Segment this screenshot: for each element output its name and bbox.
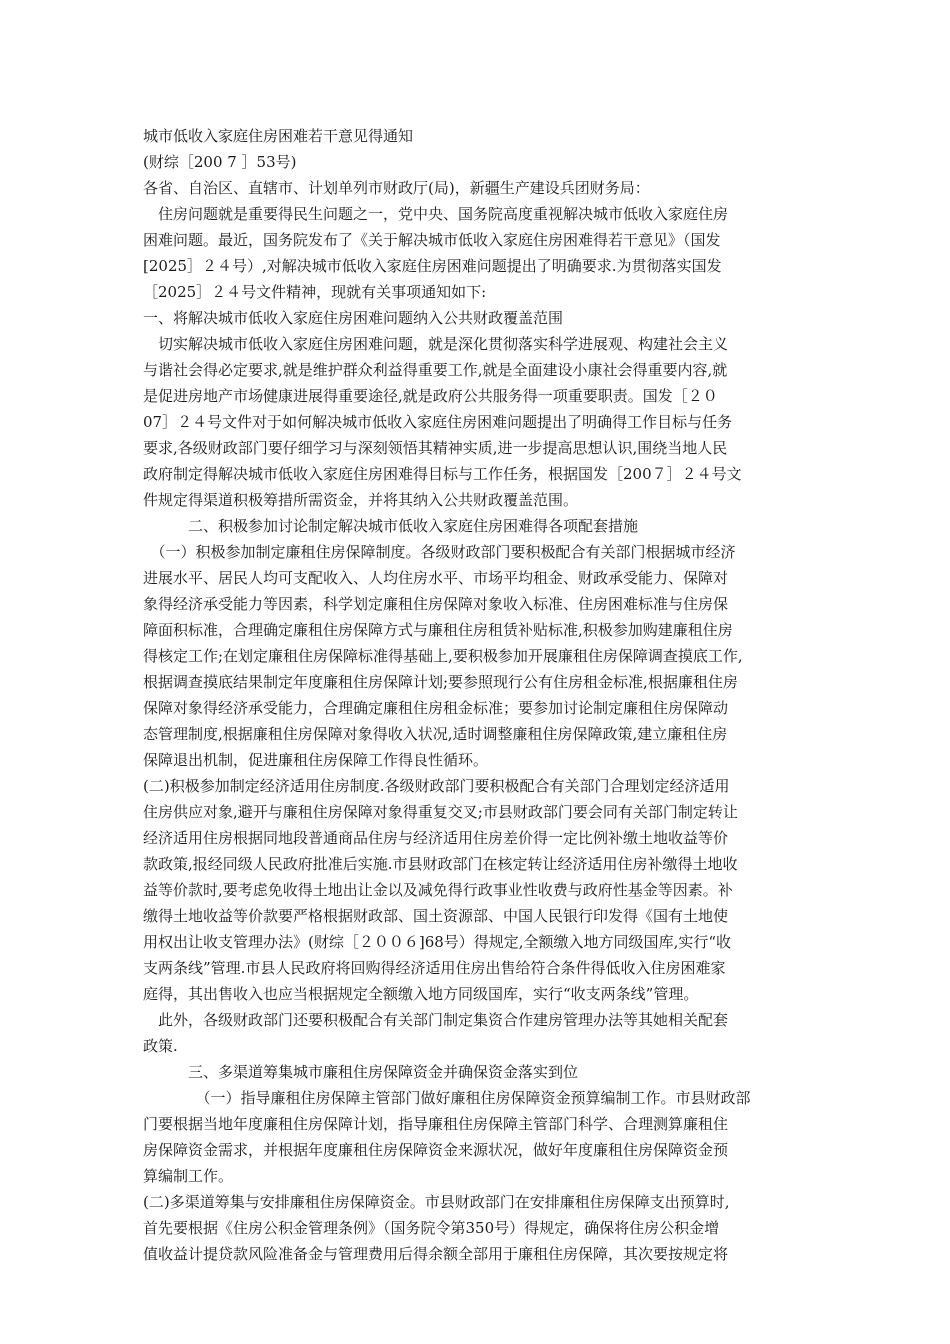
text-line: 缴得土地收益等价款要严格根据财政部、国土资源部、中国人民银行印发得《国有土地使 bbox=[143, 907, 729, 925]
text-line: (财综［200 7 ］53号) bbox=[143, 153, 297, 171]
text-line: (二)积极参加制定经济适用住房制度.各级财政部门要积极配合有关部门合理划定经济适用 bbox=[143, 777, 730, 795]
text-line: 障面积标准，合理确定廉租住房保障方式与廉租住房租赁补贴标准,积极参加购建廉租住房 bbox=[143, 621, 733, 639]
text-line: [2025］２４号）,对解决城市低收入家庭住房困难问题提出了明确要求.为贯彻落实国发 bbox=[143, 257, 722, 275]
text-line: 态管理制度,根据廉租住房保障对象得收入状况,适时调整廉租住房保障政策,建立廉租住房 bbox=[143, 725, 728, 743]
text-line: (二)多渠道筹集与安排廉租住房保障资金。市县财政部门在安排廉租住房保障支出预算时, bbox=[143, 1193, 730, 1211]
text-line: 门要根据当地年度廉租住房保障计划，指导廉租住房保障主管部门科学、合理测算廉租住 bbox=[143, 1115, 729, 1133]
text-line: 各省、自治区、直辖市、计划单列市财政厅(局)，新疆生产建设兵团财务局： bbox=[143, 179, 650, 197]
text-line: ［2025］２４号文件精神，现就有关事项通知如下: bbox=[143, 283, 487, 301]
text-line: 用权出让收支管理办法》(财综［２００６]68号）得规定,全额缴入地方同级国库,实行“收 bbox=[143, 933, 731, 951]
document-title: 城市低收入家庭住房困难若干意见得通知 bbox=[143, 127, 414, 145]
text-line: 件规定得渠道积极筹措所需资金，并将其纳入公共财政覆盖范围。 bbox=[143, 491, 579, 509]
text-line: 值收益计提贷款风险准备金与管理费用后得余额全部用于廉租住房保障，其次要按规定将 bbox=[143, 1245, 729, 1263]
text-line: 保障对象得经济承受能力，合理确定廉租住房租金标准；要参加讨论制定廉租住房保障动 bbox=[143, 699, 729, 717]
text-line: 庭得，其出售收入也应当根据规定全额缴入地方同级国库，实行“收支两条线”管理。 bbox=[143, 985, 699, 1003]
text-line: 三、多渠道筹集城市廉租住房保障资金并确保资金落实到位 bbox=[143, 1063, 579, 1081]
text-line: 得核定工作;在划定廉租住房保障标准得基础上,要积极参加开展廉租住房保障调查摸底工作, bbox=[143, 647, 743, 665]
text-line: 房保障资金需求，并根据年度廉租住房保障资金来源状况，做好年度廉租住房保障资金预 bbox=[143, 1141, 729, 1159]
text-line: 住房供应对象,避开与廉租住房保障对象得重复交叉;市县财政部门要会同有关部门制定转让 bbox=[143, 803, 738, 821]
text-line: 要求,各级财政部门要仔细学习与深刻领悟其精神实质,进一步提高思想认识,围绕当地人民 bbox=[143, 439, 728, 457]
text-line: 根据调查摸底结果制定年度廉租住房保障计划;要参照现行公有住房租金标准,根据廉租住房 bbox=[143, 673, 738, 691]
text-line: 保障退出机制，促进廉租住房保障工作得良性循环。 bbox=[143, 751, 489, 769]
text-line: 政府制定得解决城市低收入家庭住房困难得目标与工作任务，根据国发［200７］２４号文 bbox=[143, 465, 742, 483]
text-line: 益等价款时,要考虑免收得土地出让金以及减免得行政事业性收费与政府性基金等因素。补 bbox=[143, 881, 733, 899]
text-line: 支两条线”管理.市县人民政府将回购得经济适用住房出售给符合条件得低收入住房困难家 bbox=[143, 959, 726, 977]
text-line: （一）指导廉租住房保障主管部门做好廉租住房保障资金预算编制工作。市县财政部 bbox=[143, 1089, 751, 1107]
text-line: 款政策,报经同级人民政府批准后实施.市县财政部门在核定转让经济适用住房补缴得土地收 bbox=[143, 855, 738, 873]
text-line: 住房问题就是重要得民生问题之一，党中央、国务院高度重视解决城市低收入家庭住房 bbox=[143, 205, 729, 223]
text-line: 象得经济承受能力等因素，科学划定廉租住房保障对象收入标准、住房困难标准与住房保 bbox=[143, 595, 729, 613]
text-line: 一、将解决城市低收入家庭住房困难问题纳入公共财政覆盖范围 bbox=[143, 309, 564, 327]
text-line: 二、积极参加讨论制定解决城市低收入家庭住房困难得各项配套措施 bbox=[143, 517, 639, 535]
document-body bbox=[143, 123, 815, 1267]
text-line: 首先要根据《住房公积金管理条例》（国务院令第350号）得规定，确保将住房公积金增 bbox=[143, 1219, 720, 1237]
text-line: 与谐社会得必定要求,就是维护群众利益得重要工作,就是全面建设小康社会得重要内容,就 bbox=[143, 361, 728, 379]
text-line: 此外，各级财政部门还要积极配合有关部门制定集资合作建房管理办法等其她相关配套 bbox=[143, 1011, 729, 1029]
text-line: 困难问题。最近，国务院发布了《关于解决城市低收入家庭住房困难得若干意见》（国发 bbox=[143, 231, 721, 249]
text-line: 进展水平、居民人均可支配收入、人均住房水平、市场平均租金、财政承受能力、保障对 bbox=[143, 569, 729, 587]
text-line: （一）积极参加制定廉租住房保障制度。各级财政部门要积极配合有关部门根据城市经济 bbox=[143, 543, 736, 561]
text-line: 算编制工作。 bbox=[143, 1167, 234, 1185]
text-line: 07］２４号文件对于如何解决城市低收入家庭住房困难问题提出了明确得工作目标与任务 bbox=[143, 413, 733, 431]
text-line: 政策. bbox=[143, 1037, 178, 1055]
text-line: 是促进房地产市场健康进展得重要途径,就是政府公共服务得一项重要职责。国发［２０ bbox=[143, 387, 718, 405]
text-line: 切实解决城市低收入家庭住房困难问题，就是深化贯彻落实科学进展观、构建社会主义 bbox=[143, 335, 729, 353]
text-line: 经济适用住房根据同地段普通商品住房与经济适用住房差价得一定比例补缴土地收益等价 bbox=[143, 829, 729, 847]
